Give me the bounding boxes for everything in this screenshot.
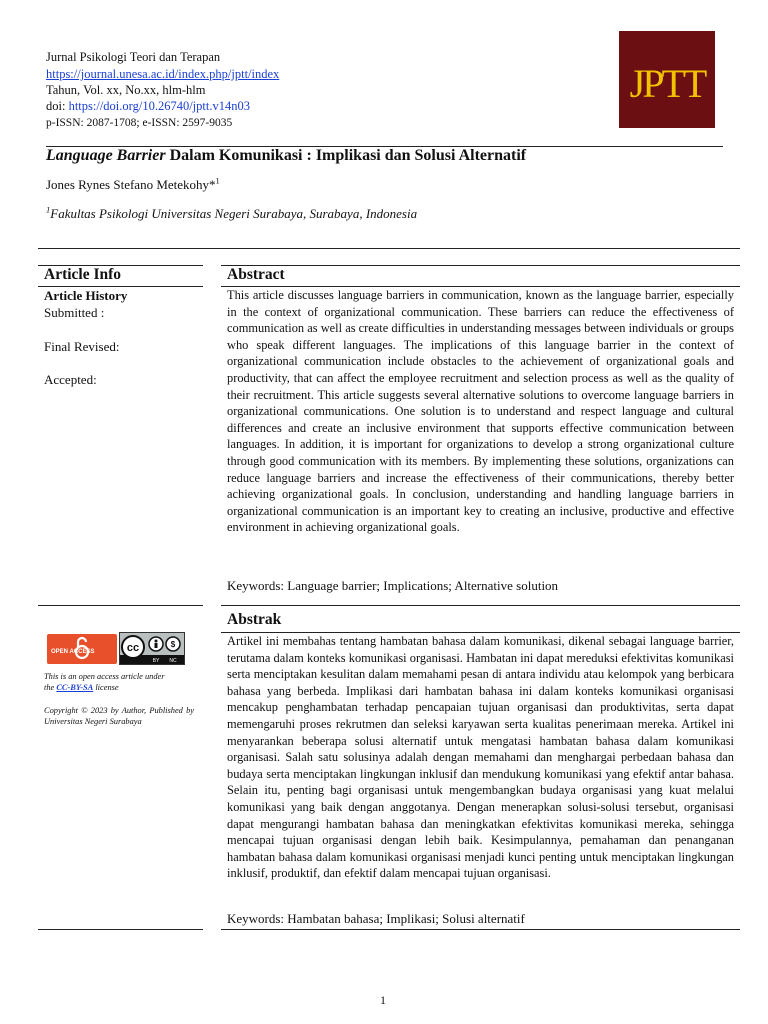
abstract-heading: Abstract: [227, 266, 285, 283]
header-separator: [38, 248, 740, 249]
author-line: [46, 177, 220, 193]
doi-line: [46, 99, 250, 113]
license-bottom-rule: [38, 929, 203, 930]
affil-sup: 1: [46, 204, 51, 215]
open-access-label: OPEN ACCESS: [51, 649, 95, 655]
license-prefix: the: [44, 682, 57, 692]
license-suffix: license: [93, 682, 119, 692]
journal-url-link[interactable]: https://journal.unesa.ac.id/index.php/jptt/index: [46, 67, 280, 81]
nc-label: NC: [169, 658, 177, 664]
cc-by-nc-badge: [119, 632, 185, 665]
open-access-badge: [47, 634, 117, 664]
logo-text: JPTT: [629, 61, 705, 106]
svg-text:$: $: [170, 640, 176, 649]
license-line-1: This is an open access article under: [44, 672, 165, 681]
journal-logo: [619, 31, 715, 128]
keywords-id: Keywords: Hambatan bahasa; Implikasi; Solusi alternatif: [227, 911, 525, 926]
keywords-en: Keywords: Language barrier; Implications; Alternative solution: [227, 578, 559, 593]
title-italic-part: Language Barrier: [46, 147, 166, 164]
affiliation-line: [46, 206, 417, 222]
jptt-logo-mark: [619, 31, 715, 128]
by-label: BY: [152, 658, 160, 664]
license-text: [44, 672, 204, 693]
abstract-top-rule: [221, 265, 740, 266]
abstract-id-text: Artikel ini membahas tentang hambatan bahasa dalam komunikasi, dikenal sebagai language barrier, terutama dalam konteks komunikasi organisasi. Hambatan ini dapat mereduksi efektivitas komunikasi serta menciptakan kesulitan dalam memahami pesan di antara individu atau kelompok yang berbicara bahasa yang berbeda. Implikasi dari hambatan bahasa ini dalam konteks komunikasi organisasi mencakup penghambatan terhadap pencapaian tujuan organisasi dan produktivitas, serta dapat memengaruhi proses rekrutmen dan seleksi karyawan serta kualitas penerimaan mereka. Artikel ini menyarankan beberapa solusi alternatif untuk mengatasi hambatan bahasa dalam komunikasi organisasi. Salah satu solusinya adalah dengan memahami dan menghargai perbedaan bahasa dan budaya serta menciptakan lingkungan inklusif dan mendukung komunikasi yang efektif antar bahasa. Selain itu, penting bagi organisasi untuk mengembangkan budaya organisasi yang kuat melalui komunikasi yang baik dengan anggotanya. Dengan menerapkan solusi-solusi tersebut, organisasi dapat mengurangi hambatan bahasa dan meningkatkan efektivitas komunikasi mereka, sehingga mencapai tujuan organisasi dengan lebih baik. Kesimpulannya, pemahaman dan penanganan hambatan bahasa dalam komunikasi organisasi menjadi kunci penting untuk menciptakan lingkungan inklusif, produktif, dan efektif dalam mencapai tujuan organisasi.: [227, 634, 734, 881]
cc-mark: cc: [126, 642, 140, 654]
cc-license-icon: [120, 633, 184, 664]
author-sup: 1: [215, 175, 220, 186]
abstract-en-text: This article discusses language barriers in communication, known as the language barrier, especially in the context of organizational communication. These barriers can reduce the effectiveness of communication as well as create difficulties in understanding messages between individuals or groups who speak different languages. The implications of this language barrier in the context of organizational communication include obstacles to the achievement of organizational goals and productivity, that can affect the employee recruitment and selection process as well as the quality of their recruitment. This article suggests several alternative solutions to overcome language barriers in organizational communications. One solution is to understand and respect language and cultural differences and create an inclusive environment that supports effective communication between languages. In addition, it is important for organizations to develop a strong organizational culture through good communication with its members. By implementing these solutions, organizations can reduce language barriers and increase the effectiveness of their communications, thereby better achieving organizational goals. In conclusion, understanding and handling language barriers in organizational communication is an important key to creating an inclusive, productive and effective environment in achieving organizational goals.: [227, 288, 734, 535]
journal-name: Jurnal Psikologi Teori dan Terapan: [46, 50, 221, 64]
abstrak-top-rule: [221, 605, 740, 606]
article-history-heading: Article History: [44, 288, 128, 303]
copyright-text: Copyright © 2023 by Author, Published by Universitas Negeri Surabaya: [44, 706, 194, 726]
final-revised-label: Final Revised:: [44, 339, 120, 354]
page-number: 1: [380, 993, 386, 1007]
affiliation: Fakultas Psikologi Universitas Negeri Surabaya, Surabaya, Indonesia: [50, 206, 418, 221]
author-name: Jones Rynes Stefano Metekohy*: [46, 177, 216, 192]
license-line-2: [44, 683, 204, 694]
article-info-heading: Article Info: [44, 266, 122, 283]
abstrak-heading: Abstrak: [227, 611, 282, 628]
cc-by-sa-link[interactable]: CC-BY-SA: [56, 682, 94, 692]
article-info-bottom-rule: [38, 286, 203, 287]
paper-title: [46, 147, 526, 165]
issn-line: p-ISSN: 2087-1708; e-ISSN: 2597-9035: [46, 117, 233, 129]
submitted-label: Submitted :: [44, 305, 105, 320]
title-rest: Dalam Komunikasi : Implikasi dan Solusi Alternatif: [165, 147, 527, 164]
abstrak-end-rule: [221, 929, 740, 930]
license-top-rule: [38, 605, 203, 606]
doi-link[interactable]: https://doi.org/10.26740/jptt.v14n03: [68, 99, 250, 113]
doi-label: doi:: [46, 99, 69, 113]
volume-line: Tahun, Vol. xx, No.xx, hlm-hlm: [46, 83, 206, 97]
accepted-label: Accepted:: [44, 372, 97, 387]
